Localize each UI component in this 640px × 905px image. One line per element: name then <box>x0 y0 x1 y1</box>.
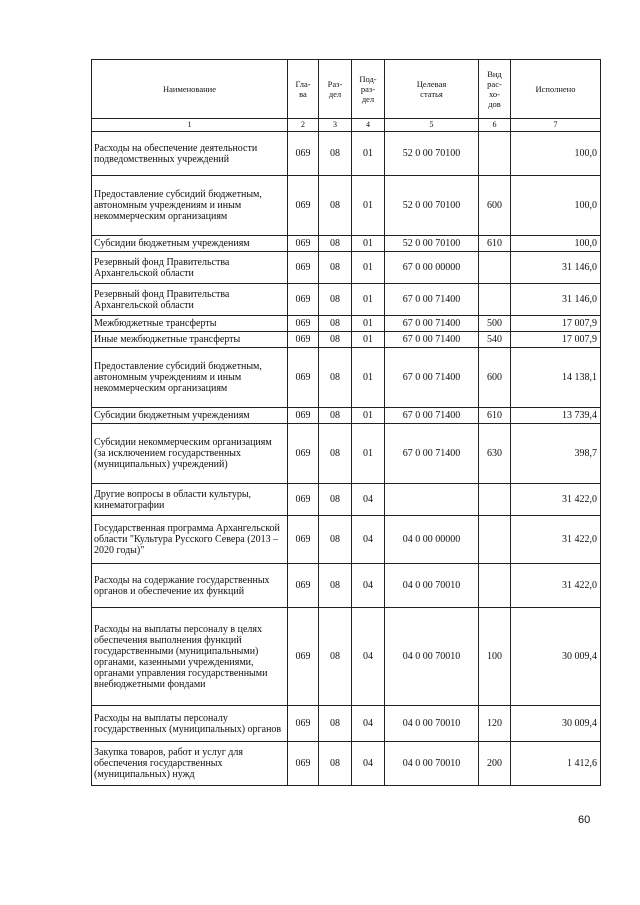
table-row <box>92 348 601 408</box>
row-razdel: 08 <box>319 236 352 252</box>
row-vid: 100 <box>479 608 511 706</box>
row-razdel: 08 <box>319 252 352 284</box>
row-statya: 04 0 00 70010 <box>385 706 479 742</box>
row-amount: 13 739,4 <box>511 408 601 424</box>
row-statya: 67 0 00 71400 <box>385 348 479 408</box>
row-statya: 04 0 00 70010 <box>385 742 479 786</box>
table-row <box>92 284 601 316</box>
row-amount: 31 422,0 <box>511 484 601 516</box>
row-podrazdel: 04 <box>352 516 385 564</box>
row-glava: 069 <box>288 706 319 742</box>
header-statya: Целевая статья <box>385 60 479 119</box>
budget-table <box>91 59 601 786</box>
row-razdel: 08 <box>319 316 352 332</box>
row-razdel: 08 <box>319 332 352 348</box>
row-name: Расходы на выплаты персоналу в целях обеспечения выполнения функций государственными (муниципальными) органами, казенными учреждениями, органами управления государственными внебюджетными фондами <box>92 608 288 706</box>
row-name: Закупка товаров, работ и услуг для обеспечения государственных (муниципальных) нужд <box>92 742 288 786</box>
row-vid: 540 <box>479 332 511 348</box>
row-amount: 100,0 <box>511 132 601 176</box>
row-name: Расходы на содержание государственных органов и обеспечение их функций <box>92 564 288 608</box>
column-number: 3 <box>319 119 352 132</box>
row-name: Расходы на обеспечение деятельности подведомственных учреждений <box>92 132 288 176</box>
row-amount: 31 146,0 <box>511 284 601 316</box>
row-statya: 67 0 00 71400 <box>385 316 479 332</box>
column-number: 7 <box>511 119 601 132</box>
row-vid <box>479 252 511 284</box>
column-number: 4 <box>352 119 385 132</box>
row-glava: 069 <box>288 316 319 332</box>
row-statya: 67 0 00 00000 <box>385 252 479 284</box>
page-number: 60 <box>578 814 591 826</box>
row-amount: 30 009,4 <box>511 608 601 706</box>
row-glava: 069 <box>288 564 319 608</box>
row-statya: 04 0 00 00000 <box>385 516 479 564</box>
row-razdel: 08 <box>319 564 352 608</box>
row-podrazdel: 04 <box>352 484 385 516</box>
header-vid: Вид рас- хо- дов <box>479 60 511 119</box>
table-row <box>92 564 601 608</box>
row-statya: 67 0 00 71400 <box>385 284 479 316</box>
table-row <box>92 608 601 706</box>
row-razdel: 08 <box>319 516 352 564</box>
row-name: Предоставление субсидий бюджетным, автономным учреждениям и иным некоммерческим организациям <box>92 348 288 408</box>
row-razdel: 08 <box>319 608 352 706</box>
row-name: Расходы на выплаты персоналу государственных (муниципальных) органов <box>92 706 288 742</box>
row-razdel: 08 <box>319 424 352 484</box>
row-podrazdel: 04 <box>352 608 385 706</box>
row-name: Резервный фонд Правительства Архангельской области <box>92 252 288 284</box>
row-name: Межбюджетные трансферты <box>92 316 288 332</box>
row-statya: 52 0 00 70100 <box>385 236 479 252</box>
table-row <box>92 742 601 786</box>
row-vid <box>479 484 511 516</box>
row-name: Субсидии бюджетным учреждениям <box>92 236 288 252</box>
table-row <box>92 516 601 564</box>
column-number-row <box>92 119 601 132</box>
row-name: Иные межбюджетные трансферты <box>92 332 288 348</box>
row-amount: 31 146,0 <box>511 252 601 284</box>
row-podrazdel: 01 <box>352 236 385 252</box>
row-podrazdel: 01 <box>352 132 385 176</box>
row-name: Предоставление субсидий бюджетным, автономным учреждениям и иным некоммерческим организациям <box>92 176 288 236</box>
row-vid: 500 <box>479 316 511 332</box>
row-glava: 069 <box>288 176 319 236</box>
row-podrazdel: 01 <box>352 424 385 484</box>
row-razdel: 08 <box>319 706 352 742</box>
row-vid <box>479 284 511 316</box>
row-glava: 069 <box>288 332 319 348</box>
row-statya: 52 0 00 70100 <box>385 132 479 176</box>
row-vid: 610 <box>479 408 511 424</box>
row-name: Субсидии некоммерческим организациям (за исключением государственных (муниципальных) учреждений) <box>92 424 288 484</box>
row-name: Субсидии бюджетным учреждениям <box>92 408 288 424</box>
row-razdel: 08 <box>319 132 352 176</box>
row-name: Государственная программа Архангельской области "Культура Русского Севера (2013 – 2020 годы)" <box>92 516 288 564</box>
header-row <box>92 60 601 119</box>
header-podrazdel: Под- раз- дел <box>352 60 385 119</box>
row-podrazdel: 01 <box>352 408 385 424</box>
row-podrazdel: 04 <box>352 564 385 608</box>
table-row <box>92 706 601 742</box>
table-row <box>92 484 601 516</box>
row-amount: 100,0 <box>511 176 601 236</box>
row-amount: 398,7 <box>511 424 601 484</box>
table-row <box>92 316 601 332</box>
header-amount: Исполнено <box>511 60 601 119</box>
column-number: 2 <box>288 119 319 132</box>
row-amount: 100,0 <box>511 236 601 252</box>
row-razdel: 08 <box>319 348 352 408</box>
row-glava: 069 <box>288 742 319 786</box>
row-glava: 069 <box>288 132 319 176</box>
column-number: 1 <box>92 119 288 132</box>
row-statya: 67 0 00 71400 <box>385 424 479 484</box>
row-podrazdel: 04 <box>352 742 385 786</box>
row-podrazdel: 04 <box>352 706 385 742</box>
row-razdel: 08 <box>319 484 352 516</box>
row-podrazdel: 01 <box>352 176 385 236</box>
table-row <box>92 176 601 236</box>
row-razdel: 08 <box>319 176 352 236</box>
row-amount: 17 007,9 <box>511 332 601 348</box>
row-vid <box>479 132 511 176</box>
row-glava: 069 <box>288 284 319 316</box>
row-statya: 67 0 00 71400 <box>385 332 479 348</box>
header-glava: Гла- ва <box>288 60 319 119</box>
row-podrazdel: 01 <box>352 252 385 284</box>
row-glava: 069 <box>288 236 319 252</box>
row-vid: 120 <box>479 706 511 742</box>
row-glava: 069 <box>288 348 319 408</box>
row-podrazdel: 01 <box>352 332 385 348</box>
row-vid <box>479 564 511 608</box>
table-row <box>92 332 601 348</box>
row-vid: 630 <box>479 424 511 484</box>
row-podrazdel: 01 <box>352 348 385 408</box>
row-amount: 1 412,6 <box>511 742 601 786</box>
row-statya: 67 0 00 71400 <box>385 408 479 424</box>
column-number: 5 <box>385 119 479 132</box>
row-podrazdel: 01 <box>352 316 385 332</box>
row-statya: 04 0 00 70010 <box>385 608 479 706</box>
table-row <box>92 424 601 484</box>
row-glava: 069 <box>288 516 319 564</box>
row-statya: 04 0 00 70010 <box>385 564 479 608</box>
row-glava: 069 <box>288 608 319 706</box>
row-vid: 610 <box>479 236 511 252</box>
row-amount: 31 422,0 <box>511 516 601 564</box>
column-number: 6 <box>479 119 511 132</box>
row-glava: 069 <box>288 424 319 484</box>
header-name: Наименование <box>92 60 288 119</box>
table-row <box>92 408 601 424</box>
row-podrazdel: 01 <box>352 284 385 316</box>
row-glava: 069 <box>288 252 319 284</box>
row-amount: 30 009,4 <box>511 706 601 742</box>
row-name: Резервный фонд Правительства Архангельской области <box>92 284 288 316</box>
table-row <box>92 236 601 252</box>
row-amount: 17 007,9 <box>511 316 601 332</box>
row-amount: 14 138,1 <box>511 348 601 408</box>
row-razdel: 08 <box>319 408 352 424</box>
table-body <box>92 132 601 786</box>
row-statya <box>385 484 479 516</box>
row-vid <box>479 516 511 564</box>
row-razdel: 08 <box>319 742 352 786</box>
row-glava: 069 <box>288 484 319 516</box>
row-name: Другие вопросы в области культуры, кинематографии <box>92 484 288 516</box>
row-vid: 600 <box>479 348 511 408</box>
row-glava: 069 <box>288 408 319 424</box>
header-razdel: Раз- дел <box>319 60 352 119</box>
row-vid: 200 <box>479 742 511 786</box>
table-row <box>92 132 601 176</box>
table-row <box>92 252 601 284</box>
row-razdel: 08 <box>319 284 352 316</box>
row-vid: 600 <box>479 176 511 236</box>
row-amount: 31 422,0 <box>511 564 601 608</box>
row-statya: 52 0 00 70100 <box>385 176 479 236</box>
